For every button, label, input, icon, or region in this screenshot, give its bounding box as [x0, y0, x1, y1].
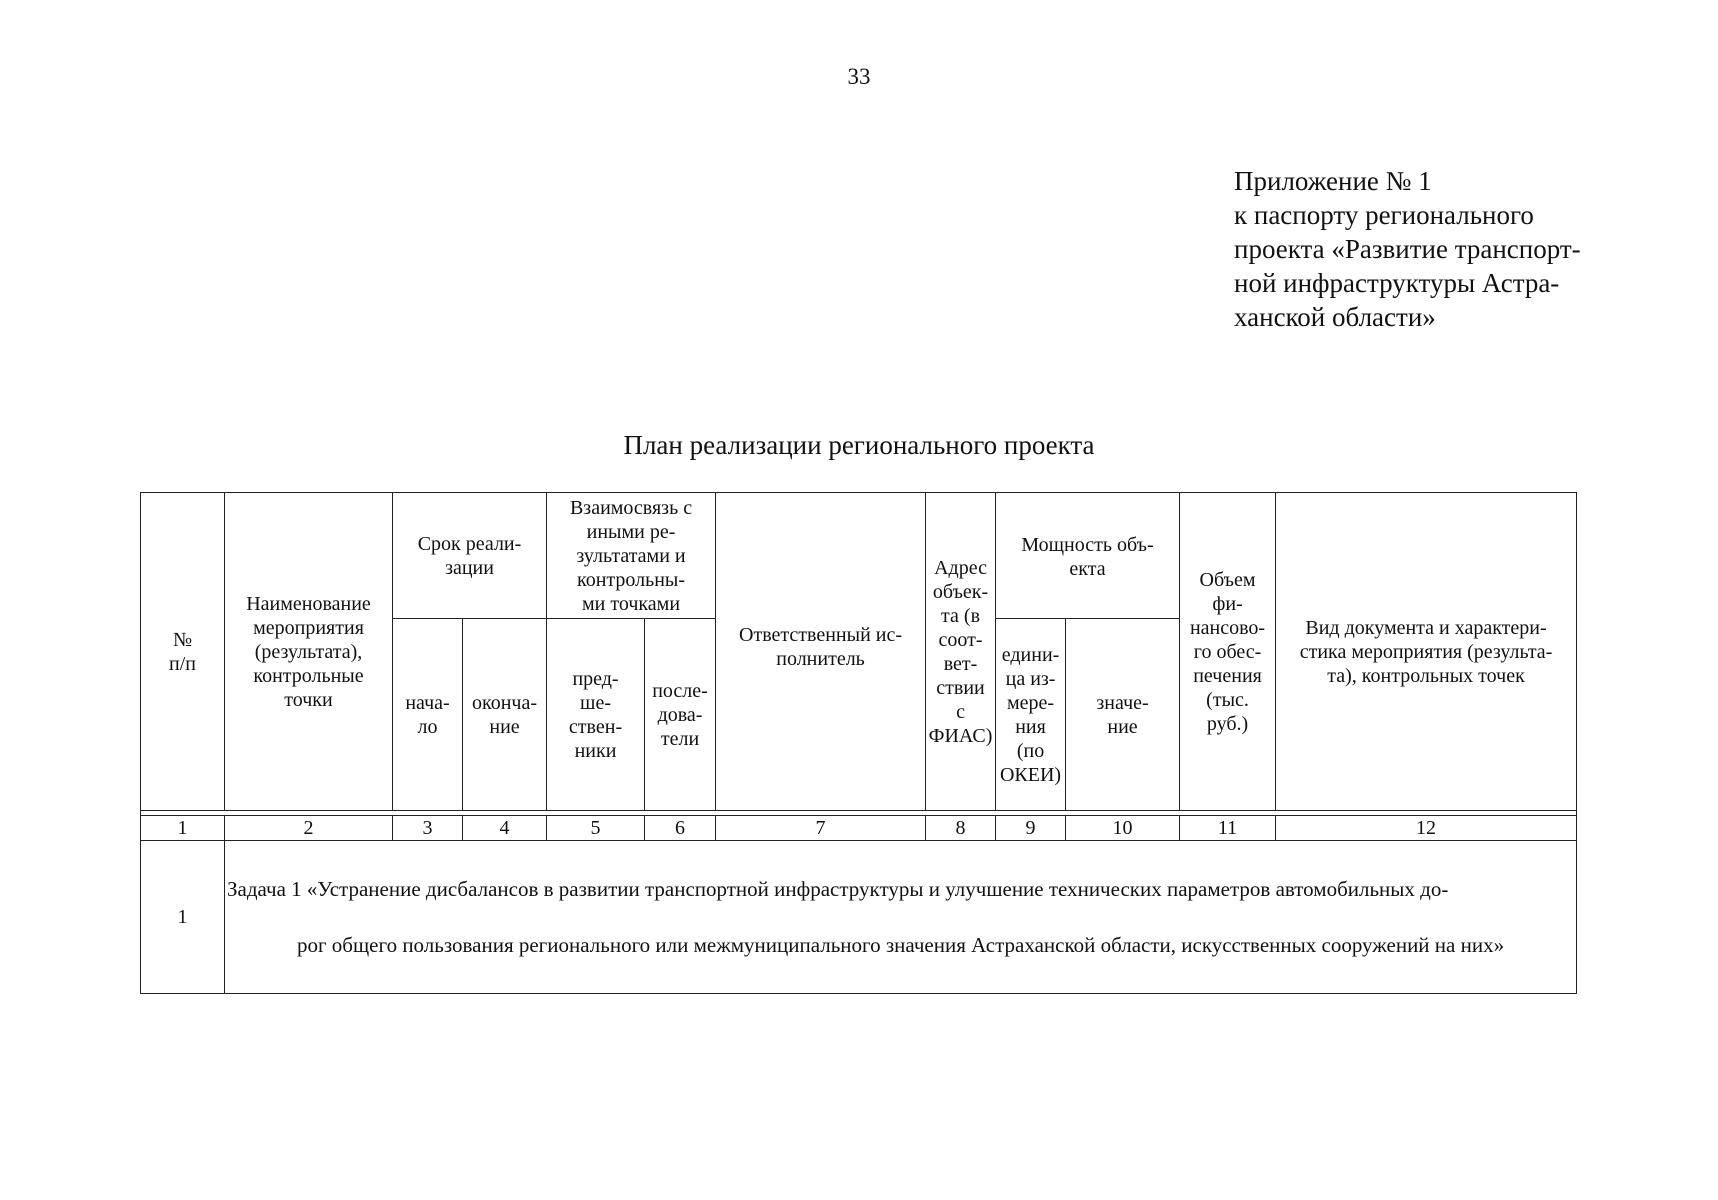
header-capacity: Мощность объ- екта: [996, 493, 1180, 619]
column-number: 9: [996, 816, 1066, 841]
header-doc-type: Вид документа и характери- стика мероприятия (результа- та), контрольных точек: [1276, 493, 1577, 811]
table-row: [141, 841, 1577, 994]
task-description: [225, 841, 1577, 994]
appendix-line: ханской области»: [1234, 302, 1436, 332]
header-capacity-value: значе- ние: [1066, 619, 1180, 811]
column-number: 10: [1066, 816, 1180, 841]
appendix-line: Приложение № 1: [1234, 166, 1432, 196]
header-term-end: оконча- ние: [463, 619, 547, 811]
column-number: 2: [225, 816, 393, 841]
column-number: 1: [141, 816, 225, 841]
column-number: 11: [1180, 816, 1276, 841]
header-funding: Объем фи- нансово- го обес- печения (тыс. руб.): [1180, 493, 1276, 811]
header-term-start: нача- ло: [393, 619, 463, 811]
column-number-row: [141, 816, 1577, 841]
header-name: Наименование мероприятия (результата), контрольные точки: [225, 493, 393, 811]
appendix-note: [1234, 164, 1634, 334]
task-number: 1: [141, 841, 225, 994]
page-number: 33: [847, 64, 871, 89]
header-link-next: после- дова- тели: [645, 619, 716, 811]
task-text-line: рог общего пользования регионального или межмуниципального значения Астраханской области, искусственных сооружений на них»: [296, 933, 1505, 957]
column-number: 7: [716, 816, 926, 841]
column-number: 12: [1276, 816, 1577, 841]
document-title: План реализации регионального проекта: [623, 430, 1095, 460]
column-number: 4: [463, 816, 547, 841]
column-number: 3: [393, 816, 463, 841]
header-address: Адрес объек- та (в соот- вет- ствии с ФИАС): [926, 493, 996, 811]
header-capacity-unit: едини- ца из- мере- ния (по ОКЕИ): [996, 619, 1066, 811]
header-link: Взаимосвязь с иными ре- зультатами и контрольны- ми точками: [547, 493, 716, 619]
header-executor: Ответственный ис- полнитель: [716, 493, 926, 811]
header-num: № п/п: [141, 493, 225, 811]
header-link-prev: пред- ше- ствен- ники: [547, 619, 645, 811]
column-number: 6: [645, 816, 716, 841]
task-text-line: Задача 1 «Устранение дисбалансов в развитии транспортной инфраструктуры и улучшение технических параметров автомобильных до-: [227, 877, 1449, 901]
plan-table: [140, 492, 1577, 994]
appendix-line: ной инфраструктуры Астра-: [1234, 268, 1560, 298]
header-term: Срок реали- зации: [393, 493, 547, 619]
column-number: 8: [926, 816, 996, 841]
appendix-line: проекта «Развитие транспорт-: [1234, 234, 1581, 264]
appendix-line: к паспорту регионального: [1234, 200, 1534, 230]
column-number: 5: [547, 816, 645, 841]
